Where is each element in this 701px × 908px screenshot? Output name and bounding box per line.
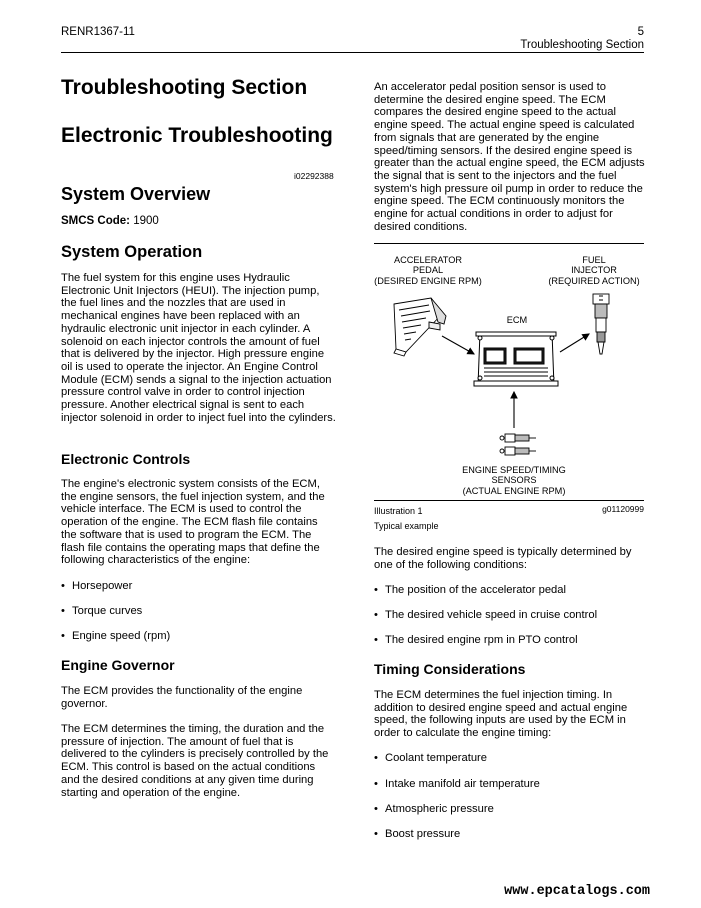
page-number: 5: [637, 26, 644, 38]
sensor-label: ENGINE SPEED/TIMING SENSORS (ACTUAL ENGINE RPM): [462, 465, 566, 496]
ecm-label: ECM: [506, 315, 528, 325]
smcs-label: SMCS Code:: [61, 215, 130, 227]
list-item: • Horsepower: [61, 580, 133, 592]
pedal-label: ACCELERATOR PEDAL (DESIRED ENGINE RPM): [374, 255, 482, 286]
accelerator-pedal-drawing: [394, 298, 446, 356]
list-item: • The desired vehicle speed in cruise control: [374, 609, 598, 621]
caption-code: g01120999: [602, 504, 644, 514]
arrow-ecm-to-injector: [560, 334, 589, 352]
system-operation-heading: System Operation: [61, 243, 203, 261]
list-item: • Coolant temperature: [374, 752, 487, 764]
list-item: • The desired engine rpm in PTO control: [374, 634, 578, 646]
illustration-bottom-rule: [374, 500, 644, 501]
section-heading: Troubleshooting Section: [61, 76, 308, 99]
system-operation-paragraph: The fuel system for this engine uses Hydraulic Electronic Unit Injectors (HEUI). The injection pump, the fuel lines and the nozzles that are used in mechanical engines have been replaced with an hydraulic electronic unit injector in each cylinder. A solenoid on each injector controls the amount of fuel that is delivered by the injector. High pressure engine oil is used to operate the injector. An Engine Control Module (ECM) sends a signal to the injection actuation pressure control valve in order to control injection pressure. Another electrical signal is sent to each injector solenoid in order to inject fuel into the cylinders.: [61, 272, 336, 424]
header-rule: [61, 52, 644, 53]
governor-paragraph-1: The ECM provides the functionality of the engine governor.: [61, 685, 303, 710]
list-item: • Boost pressure: [374, 828, 461, 840]
list-item: • The position of the accelerator pedal: [374, 584, 566, 596]
governor-paragraph-2: The ECM determines the timing, the duration and the pressure of injection. The amount of fuel that is delivered to the cylinders is precisely controlled by the ECM. This control is based on the actual conditions and the desired conditions at any given time during starting and operation of the engine.: [61, 723, 329, 799]
speed-timing-sensors-drawing: [500, 434, 536, 455]
intro-paragraph: An accelerator pedal position sensor is used to determine the desired engine speed. The ECM compares the desired engine speed to the actual engine speed. The actual engine speed is calculated from signals that are generated by the engine speed/timing sensors. If the desired engine speed is greater than the actual engine speed, the ECM adjusts the signal that is sent to the injectors and the fuel system's high pressure oil pump in order to reduce the engine speed. The ECM continuously monitors the engine for actual conditions in order to adjust for desired conditions.: [374, 81, 645, 233]
ecm-system-diagram: [374, 244, 644, 500]
electronic-controls-heading: Electronic Controls: [61, 451, 191, 467]
injector-label: FUEL INJECTOR (REQUIRED ACTION): [548, 255, 640, 286]
list-item: • Atmospheric pressure: [374, 803, 494, 815]
header-section-title: Troubleshooting Section: [520, 39, 644, 51]
smcs-code: [61, 215, 159, 227]
electronic-controls-paragraph: The engine's electronic system consists of the ECM, the engine sensors, the fuel injection system, and the vehicle interface. The ECM is used to control the operation of the engine. The ECM flash file contains the software that is used to program the ECM. The flash file contains the operating maps that define the following characteristics of the engine:: [61, 478, 325, 567]
watermark-link[interactable]: www.epcatalogs.com: [504, 884, 650, 899]
smcs-value: 1900: [133, 215, 159, 227]
illustration: [374, 244, 644, 500]
desired-speed-paragraph: The desired engine speed is typically determined by one of the following conditions:: [374, 546, 632, 571]
system-overview-heading: System Overview: [61, 184, 211, 204]
engine-governor-heading: Engine Governor: [61, 657, 175, 673]
list-item: • Intake manifold air temperature: [374, 778, 540, 790]
ecm-module-drawing: [474, 332, 558, 386]
timing-paragraph: The ECM determines the fuel injection timing. In addition to desired engine speed and actual engine speed, the following inputs are used by the ECM in order to calculate the engine timing:: [374, 689, 628, 740]
list-item: • Torque curves: [61, 605, 143, 617]
doc-number: RENR1367-11: [61, 26, 135, 38]
caption-text: Typical example: [374, 521, 439, 531]
caption-number: Illustration 1: [374, 506, 423, 516]
fuel-injector-drawing: [593, 294, 609, 354]
chapter-heading: Electronic Troubleshooting: [61, 124, 333, 147]
timing-considerations-heading: Timing Considerations: [374, 661, 526, 677]
document-id: i02292388: [294, 171, 334, 181]
list-item: • Engine speed (rpm): [61, 630, 171, 642]
arrow-pedal-to-ecm: [442, 336, 474, 354]
